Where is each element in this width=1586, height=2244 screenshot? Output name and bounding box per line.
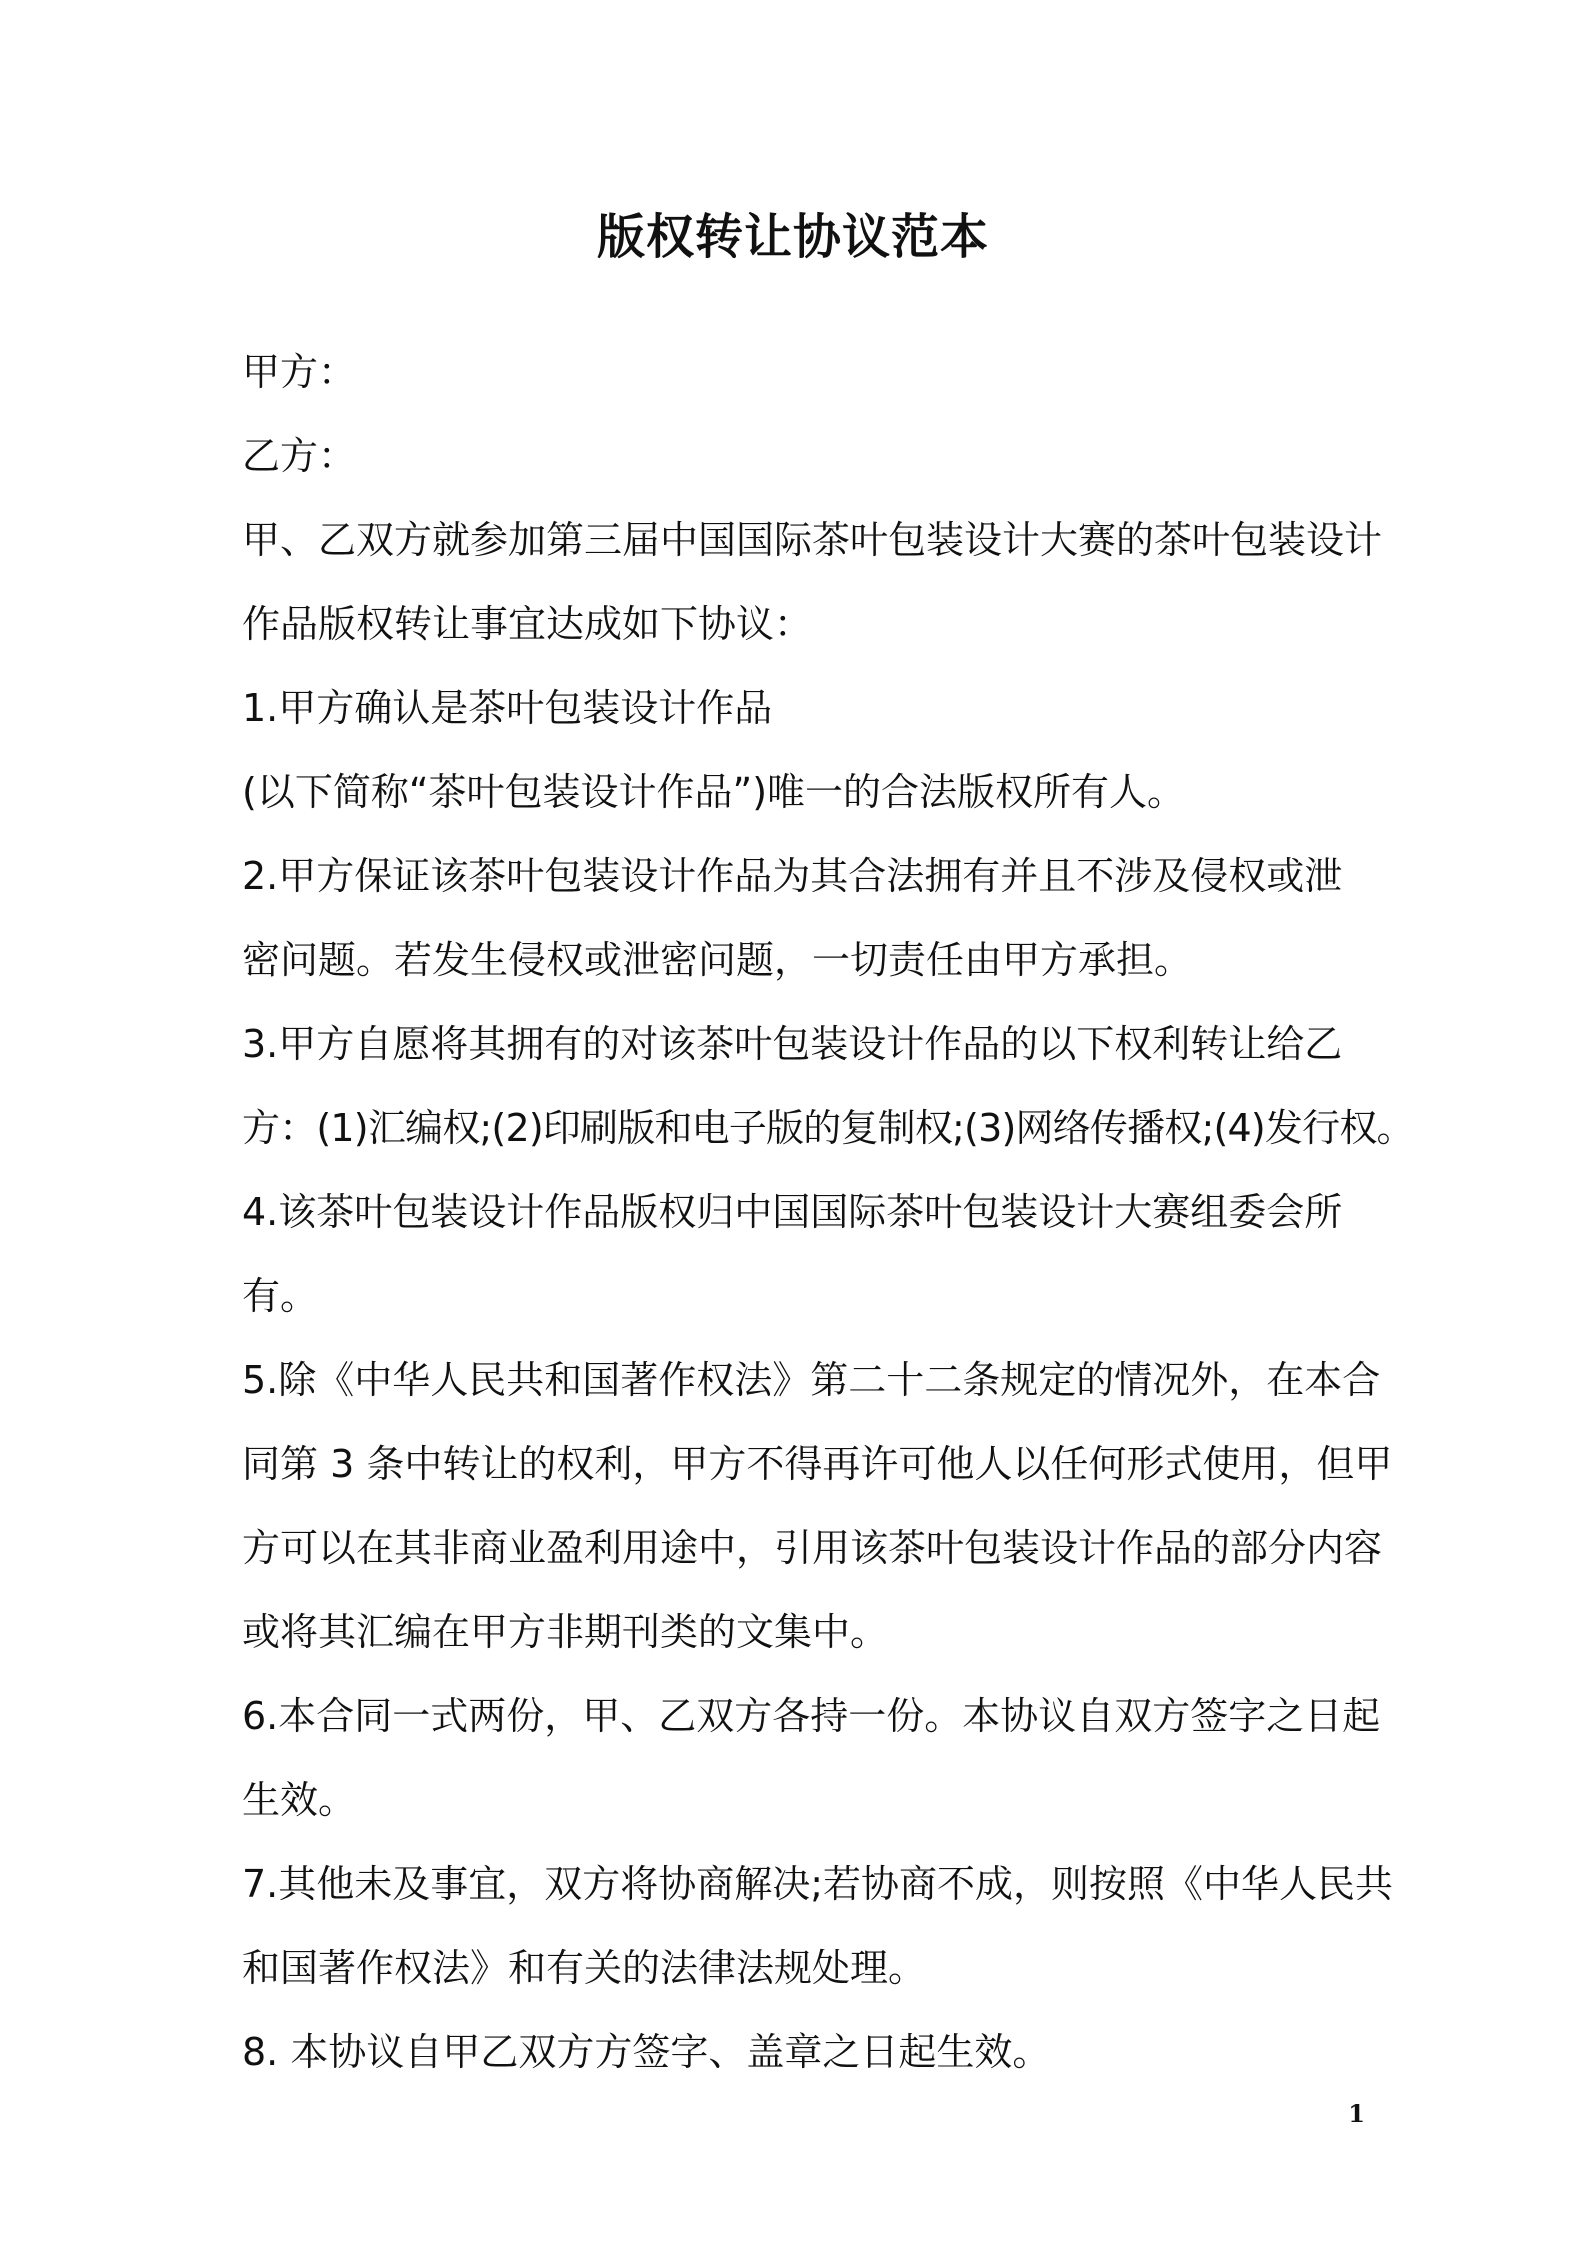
- clause-5-line-2: 同第 3 条中转让的权利，甲方不得再许可他人以任何形式使用，但甲: [242, 1442, 1393, 1486]
- clause-7-line-1: 7.其他未及事宜，双方将协商解决;若协商不成，则按照《中华人民共: [242, 1862, 1394, 1906]
- clause-6-line-2: 生效。: [242, 1778, 357, 1822]
- document-body: [242, 330, 1414, 2094]
- clause-6-line-1: 6.本合同一式两份，甲、乙双方各持一份。本协议自双方签字之日起: [242, 1694, 1381, 1738]
- clause-2-line-1: 2.甲方保证该茶叶包装设计作品为其合法拥有并且不涉及侵权或泄: [242, 854, 1343, 898]
- intro-line-2: 作品版权转让事宜达成如下协议：: [242, 602, 813, 646]
- clause-4-line-2: 有。: [242, 1274, 319, 1318]
- clause-7-line-2: 和国著作权法》和有关的法律法规处理。: [242, 1946, 927, 1990]
- clause-5-line-4: 或将其汇编在甲方非期刊类的文集中。: [242, 1610, 889, 1654]
- party-a-line: 甲方：: [242, 350, 357, 394]
- clause-3-line-2: 方：(1)汇编权;(2)印刷版和电子版的复制权;(3)网络传播权;(4)发行权。: [242, 1106, 1414, 1150]
- clause-1-line-1: 1.甲方确认是茶叶包装设计作品: [242, 686, 773, 730]
- document-title: 版权转让协议范本: [596, 209, 989, 265]
- clause-1-line-2: (以下简称“茶叶包装设计作品”)唯一的合法版权所有人。: [242, 770, 1186, 814]
- page-number: 1: [1348, 2099, 1365, 2128]
- clause-5-line-1: 5.除《中华人民共和国著作权法》第二十二条规定的情况外，在本合: [242, 1358, 1381, 1402]
- party-b-line: 乙方：: [242, 434, 357, 478]
- clause-4-line-1: 4.该茶叶包装设计作品版权归中国国际茶叶包装设计大赛组委会所: [242, 1190, 1343, 1234]
- clause-3-line-1: 3.甲方自愿将其拥有的对该茶叶包装设计作品的以下权利转让给乙: [242, 1022, 1343, 1066]
- intro-line-1: 甲、乙双方就参加第三届中国国际茶叶包装设计大赛的茶叶包装设计: [242, 518, 1383, 562]
- clause-2-line-2: 密问题。若发生侵权或泄密问题，一切责任由甲方承担。: [242, 938, 1193, 982]
- clause-8-line-1: 8. 本协议自甲乙双方方签字、盖章之日起生效。: [242, 2030, 1051, 2074]
- clause-5-line-3: 方可以在其非商业盈利用途中，引用该茶叶包装设计作品的部分内容: [242, 1526, 1383, 1570]
